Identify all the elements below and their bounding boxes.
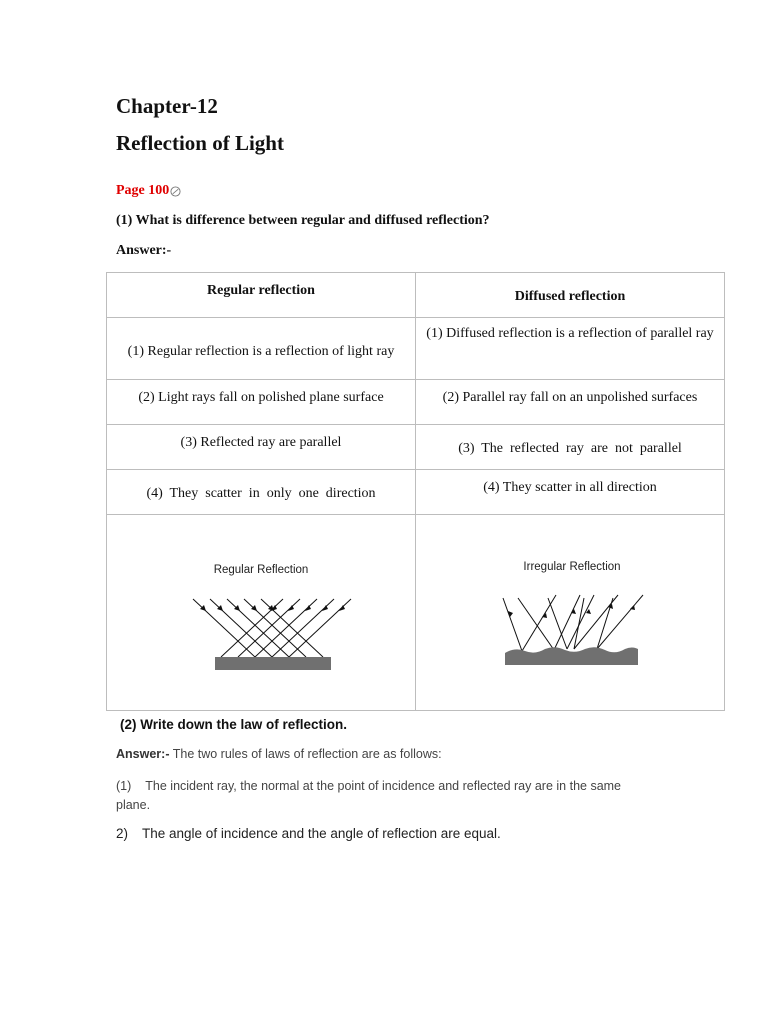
answer-2-label: Answer:- xyxy=(116,747,170,761)
question-1: (1) What is difference between regular and diffused reflection? xyxy=(116,213,490,228)
irregular-reflection-caption: Irregular Reflection xyxy=(523,560,621,573)
table-cell: (1) Regular reflection is a reflection of light ray xyxy=(107,318,416,380)
table-cell: (3) Reflected ray are parallel xyxy=(107,425,416,470)
regular-reflection-caption: Regular Reflection xyxy=(213,563,309,576)
regular-reflection-diagram xyxy=(161,543,361,683)
answer-2 xyxy=(116,747,442,761)
table-cell: (3) The reflected ray are not parallel xyxy=(416,425,725,470)
page-reference xyxy=(116,183,181,199)
irregular-reflection-figure-cell xyxy=(416,515,725,711)
header-regular: Regular reflection xyxy=(107,273,416,318)
figure-row xyxy=(107,515,725,711)
table-row xyxy=(107,318,725,380)
law-1-number: (1) xyxy=(116,779,132,793)
law-2 xyxy=(116,826,501,841)
table-cell: (2) Parallel ray fall on an unpolished surfaces xyxy=(416,380,725,425)
irregular-reflection-diagram xyxy=(470,543,670,683)
chapter-heading: Chapter-12 xyxy=(116,94,218,118)
answer-2-text: The two rules of laws of reflection are as follows: xyxy=(169,747,442,761)
table-cell: (1) Diffused reflection is a reflection of parallel ray xyxy=(416,318,725,380)
table-cell: (4) They scatter in all direction xyxy=(416,470,725,515)
law-1 xyxy=(116,777,656,815)
chapter-title: Reflection of Light xyxy=(116,131,284,155)
header-diffused: Diffused reflection xyxy=(416,273,725,318)
regular-reflection-figure-cell xyxy=(107,515,416,711)
table-row xyxy=(107,380,725,425)
answer-1-label: Answer:- xyxy=(116,243,172,258)
table-row xyxy=(107,470,725,515)
no-entry-circle-icon xyxy=(170,186,181,197)
law-1-text: The incident ray, the normal at the point of incidence and reflected ray are in the same plane. xyxy=(116,779,622,812)
law-2-text: The angle of incidence and the angle of reflection are equal. xyxy=(142,826,501,841)
comparison-table xyxy=(106,272,725,711)
page-number: Page 100 xyxy=(116,183,170,198)
law-2-number: 2) xyxy=(116,826,129,841)
table-row xyxy=(107,425,725,470)
table-cell: (4) They scatter in only one direction xyxy=(107,470,416,515)
table-cell: (2) Light rays fall on polished plane surface xyxy=(107,380,416,425)
table-header-row xyxy=(107,273,725,318)
question-2: (2) Write down the law of reflection. xyxy=(120,717,348,732)
